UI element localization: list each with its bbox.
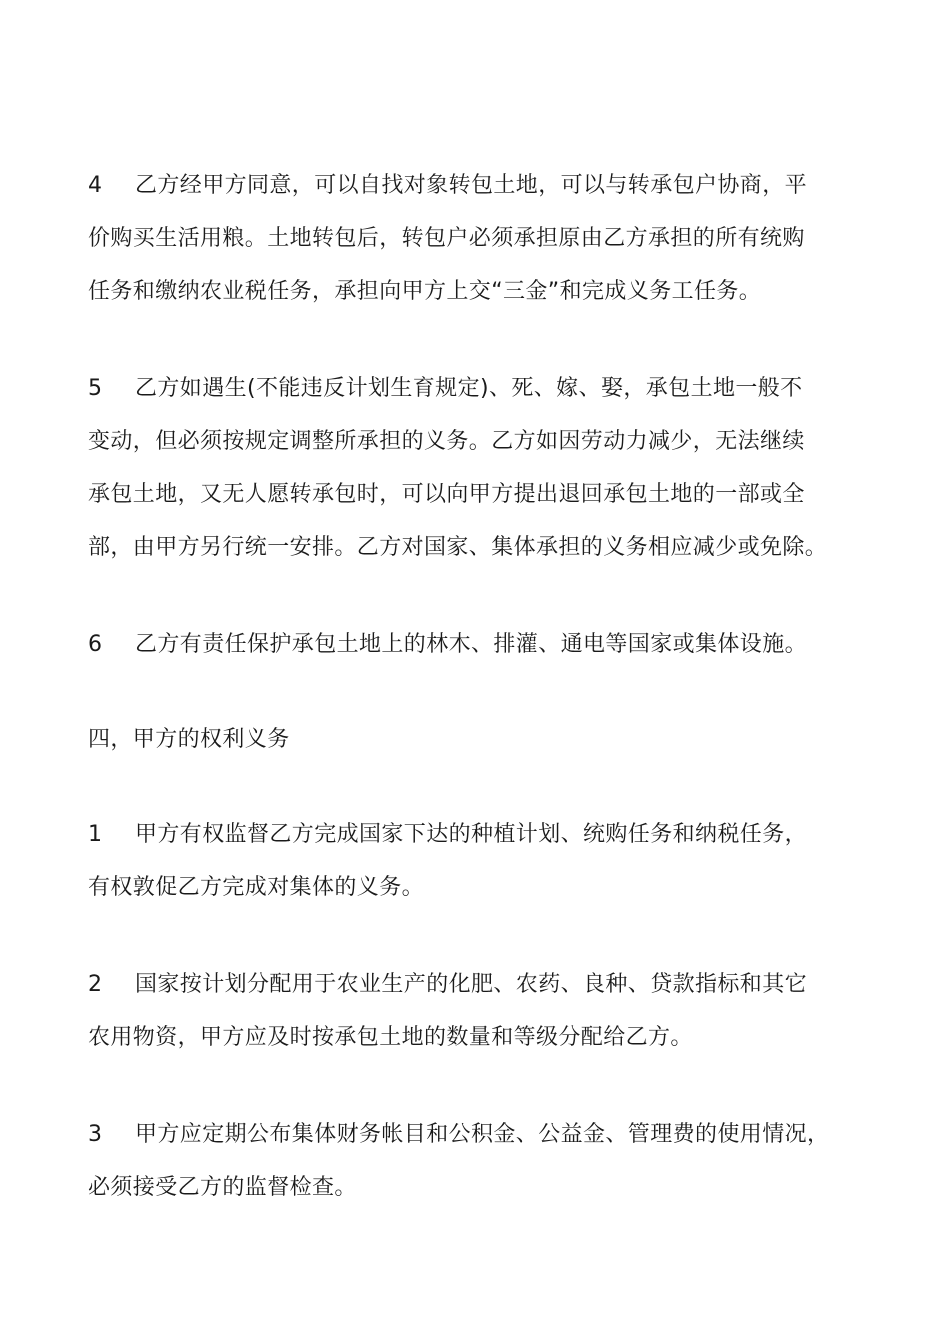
clause-line: 有权敦促乙方完成对集体的义务。 bbox=[88, 875, 425, 900]
clause-number: 6 bbox=[88, 632, 103, 657]
clause-line: 承包土地，又无人愿转承包时，可以向甲方提出退回承包土地的一部或全 bbox=[88, 482, 805, 507]
clause-item bbox=[88, 1108, 868, 1214]
clause-item bbox=[88, 159, 868, 318]
section-heading: 四，甲方的权利义务 bbox=[88, 727, 290, 752]
clause-item bbox=[88, 618, 868, 671]
clause-line: 部，由甲方另行统一安排。乙方对国家、集体承担的义务相应减少或免除。 bbox=[88, 535, 828, 560]
clause-line: 价购买生活用粮。土地转包后，转包户必须承担原由乙方承担的所有统购 bbox=[88, 226, 805, 251]
clause-line: 3 甲方应定期公布集体财务帐目和公积金、公益金、管理费的使用情况， bbox=[88, 1108, 868, 1161]
clause-number: 5 bbox=[88, 376, 103, 401]
clause-item bbox=[88, 362, 868, 574]
clause-item bbox=[88, 808, 868, 914]
clause-line: 4 乙方经甲方同意，可以自找对象转包土地，可以与转承包户协商，平 bbox=[88, 159, 868, 212]
clause-line: 变动，但必须按规定调整所承担的义务。乙方如因劳动力减少，无法继续 bbox=[88, 429, 805, 454]
clause-number: 3 bbox=[88, 1122, 103, 1147]
document-page bbox=[88, 159, 868, 1214]
clause-line: 农用物资，甲方应及时按承包土地的数量和等级分配给乙方。 bbox=[88, 1025, 693, 1050]
clause-item bbox=[88, 958, 868, 1064]
clause-line: 6 乙方有责任保护承包土地上的林木、排灌、通电等国家或集体设施。 bbox=[88, 618, 868, 671]
clause-line: 2 国家按计划分配用于农业生产的化肥、农药、良种、贷款指标和其它 bbox=[88, 958, 868, 1011]
clause-number: 1 bbox=[88, 822, 103, 847]
clause-line: 必须接受乙方的监督检查。 bbox=[88, 1175, 357, 1200]
clause-line: 任务和缴纳农业税任务，承担向甲方上交“三金”和完成义务工任务。 bbox=[88, 279, 762, 304]
clause-number: 2 bbox=[88, 972, 103, 997]
clause-line: 1 甲方有权监督乙方完成国家下达的种植计划、统购任务和纳税任务， bbox=[88, 808, 868, 861]
clause-line: 5 乙方如遇生(不能违反计划生育规定)、死、嫁、娶，承包土地一般不 bbox=[88, 362, 868, 415]
clause-number: 4 bbox=[88, 173, 103, 198]
